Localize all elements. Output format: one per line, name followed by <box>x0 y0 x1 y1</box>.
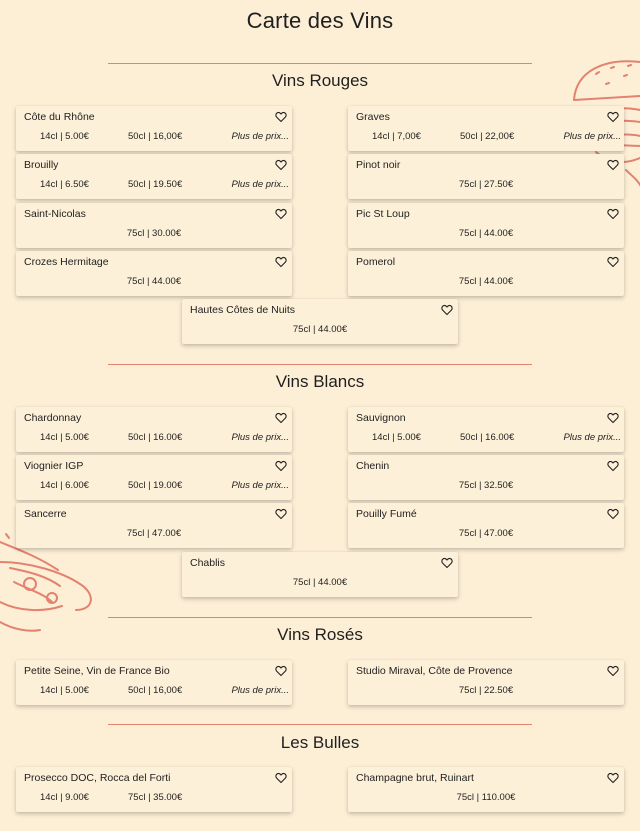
page-title: Carte des Vins <box>246 8 394 33</box>
wine-card-champagne-ruinart[interactable] <box>348 767 624 812</box>
wine-card-pomerol[interactable] <box>348 251 624 296</box>
heart-icon[interactable] <box>275 111 287 123</box>
price-75cl: 75cl | 47.00€ <box>126 528 182 539</box>
section-divider <box>108 364 532 365</box>
price-14cl: 14cl | 5.00€ <box>40 131 89 142</box>
more-prices-link[interactable]: Plus de prix... <box>231 432 289 443</box>
wine-name: Chardonnay <box>24 412 82 424</box>
heart-icon[interactable] <box>275 460 287 472</box>
more-prices-link[interactable]: Plus de prix... <box>231 480 289 491</box>
price-75cl: 75cl | 32.50€ <box>458 480 514 491</box>
wine-card-prosecco[interactable] <box>16 767 292 812</box>
wine-name: Sancerre <box>24 508 67 520</box>
wine-name: Pic St Loup <box>356 208 410 220</box>
price-14cl: 14cl | 5.00€ <box>372 432 421 443</box>
wine-card-chablis[interactable] <box>182 552 458 597</box>
wine-name: Pouilly Fumé <box>356 508 417 520</box>
wine-card-crozes-hermitage[interactable] <box>16 251 292 296</box>
price-50cl: 50cl | 19.50€ <box>128 179 183 190</box>
more-prices-link[interactable]: Plus de prix... <box>231 131 289 142</box>
price-14cl: 14cl | 6.00€ <box>40 480 89 491</box>
wine-card-hautes-cotes-de-nuits[interactable] <box>182 299 458 344</box>
heart-icon[interactable] <box>275 412 287 424</box>
wine-name: Chablis <box>190 557 226 569</box>
section-title-vins-rouges: Vins Rouges <box>271 71 369 90</box>
wine-card-studio-miraval[interactable] <box>348 660 624 705</box>
heart-icon[interactable] <box>441 557 453 569</box>
price-14cl: 14cl | 5.00€ <box>40 432 89 443</box>
section-title-les-bulles: Les Bulles <box>280 733 360 752</box>
price-75cl: 75cl | 44.00€ <box>126 276 182 287</box>
section-divider <box>108 63 532 64</box>
heart-icon[interactable] <box>275 772 287 784</box>
price-50cl: 50cl | 16.00€ <box>128 432 183 443</box>
price-14cl: 14cl | 9.00€ <box>40 792 89 803</box>
price-50cl: 50cl | 16.00€ <box>460 432 515 443</box>
price-50cl: 50cl | 16,00€ <box>128 131 183 142</box>
wine-name: Petite Seine, Vin de France Bio <box>24 665 170 677</box>
wine-card-graves[interactable] <box>348 106 624 151</box>
wine-card-pouilly-fume[interactable] <box>348 503 624 548</box>
heart-icon[interactable] <box>275 508 287 520</box>
wine-card-pinot-noir[interactable] <box>348 154 624 199</box>
section-divider <box>108 724 532 725</box>
price-50cl: 50cl | 19.00€ <box>128 480 183 491</box>
wine-name: Champagne brut, Ruinart <box>356 772 474 784</box>
wine-name: Hautes Côtes de Nuits <box>190 304 296 316</box>
wine-name: Studio Miraval, Côte de Provence <box>356 665 513 677</box>
wine-name: Viognier IGP <box>24 460 84 472</box>
section-title-vins-blancs: Vins Blancs <box>275 372 365 391</box>
wine-name: Saint-Nicolas <box>24 208 86 220</box>
wine-card-sancerre[interactable] <box>16 503 292 548</box>
wine-card-saint-nicolas[interactable] <box>16 203 292 248</box>
wine-card-chenin[interactable] <box>348 455 624 500</box>
price-75cl: 75cl | 22.50€ <box>458 685 514 696</box>
heart-icon[interactable] <box>607 159 619 171</box>
heart-icon[interactable] <box>275 665 287 677</box>
wine-name: Pomerol <box>356 256 396 268</box>
more-prices-link[interactable]: Plus de prix... <box>231 685 289 696</box>
wine-name: Chenin <box>356 460 390 472</box>
wine-name: Prosecco DOC, Rocca del Forti <box>24 772 171 784</box>
wine-name: Côte du Rhône <box>24 111 95 123</box>
price-75cl: 75cl | 27.50€ <box>458 179 514 190</box>
price-14cl: 14cl | 5.00€ <box>40 685 89 696</box>
heart-icon[interactable] <box>275 208 287 220</box>
price-75cl: 75cl | 44.00€ <box>292 324 348 335</box>
section-divider <box>108 617 532 618</box>
heart-icon[interactable] <box>607 772 619 784</box>
more-prices-link[interactable]: Plus de prix... <box>563 131 621 142</box>
wine-card-chardonnay[interactable] <box>16 407 292 452</box>
wine-name: Pinot noir <box>356 159 401 171</box>
heart-icon[interactable] <box>275 159 287 171</box>
heart-icon[interactable] <box>275 256 287 268</box>
heart-icon[interactable] <box>607 111 619 123</box>
more-prices-link[interactable]: Plus de prix... <box>231 179 289 190</box>
price-14cl: 14cl | 7,00€ <box>372 131 421 142</box>
wine-name: Sauvignon <box>356 412 406 424</box>
price-75cl: 75cl | 44.00€ <box>292 577 348 588</box>
wine-card-petite-seine[interactable] <box>16 660 292 705</box>
wine-name: Crozes Hermitage <box>24 256 109 268</box>
price-75cl: 75cl | 35.00€ <box>128 792 183 803</box>
price-14cl: 14cl | 6.50€ <box>40 179 89 190</box>
price-75cl: 75cl | 47.00€ <box>458 528 514 539</box>
wine-name: Brouilly <box>24 159 59 171</box>
price-75cl: 75cl | 110.00€ <box>456 792 516 803</box>
heart-icon[interactable] <box>441 304 453 316</box>
price-75cl: 75cl | 44.00€ <box>458 228 514 239</box>
wine-card-viognier-igp[interactable] <box>16 455 292 500</box>
price-50cl: 50cl | 16,00€ <box>128 685 183 696</box>
wine-card-cote-du-rhone[interactable] <box>16 106 292 151</box>
wine-card-brouilly[interactable] <box>16 154 292 199</box>
heart-icon[interactable] <box>607 412 619 424</box>
heart-icon[interactable] <box>607 208 619 220</box>
price-50cl: 50cl | 22,00€ <box>460 131 515 142</box>
heart-icon[interactable] <box>607 508 619 520</box>
wine-card-sauvignon[interactable] <box>348 407 624 452</box>
price-75cl: 75cl | 44.00€ <box>458 276 514 287</box>
heart-icon[interactable] <box>607 460 619 472</box>
section-title-vins-roses: Vins Rosés <box>277 625 363 644</box>
wine-card-pic-st-loup[interactable] <box>348 203 624 248</box>
heart-icon[interactable] <box>607 256 619 268</box>
heart-icon[interactable] <box>607 665 619 677</box>
more-prices-link[interactable]: Plus de prix... <box>563 432 621 443</box>
price-75cl: 75cl | 30.00€ <box>126 228 182 239</box>
wine-name: Graves <box>356 111 390 123</box>
